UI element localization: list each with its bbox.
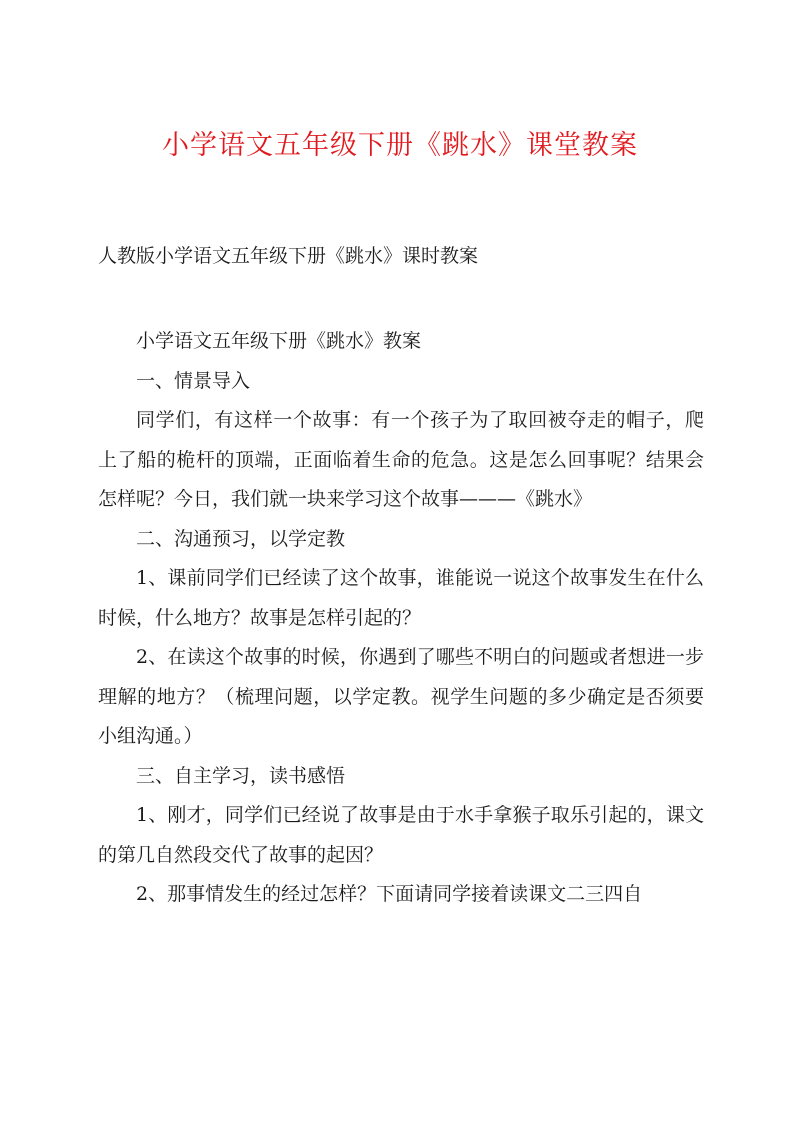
document-title: 小学语文五年级下册《跳水》课堂教案 bbox=[162, 130, 638, 161]
document-subtitle: 人教版小学语文五年级下册《跳水》课时教案 bbox=[98, 245, 479, 267]
paragraph-intro: 同学们，有这样一个故事：有一个孩子为了取回被夺走的帽子，爬上了船的桅杆的顶端，正面临着生命的危急。这是怎么回事呢？结果会怎样呢？今日，我们就一块来学习这个故事———《跳水》 bbox=[98, 409, 704, 510]
paragraph-lesson-heading: 小学语文五年级下册《跳水》教案 bbox=[136, 330, 422, 352]
paragraph-preview-2: 2、在读这个故事的时候，你遇到了哪些不明白的问题或者想进一步理解的地方？（梳理问题，以学定教。视学生问题的多少确定是否须要小组沟通。） bbox=[98, 646, 704, 747]
section-heading-selfstudy: 三、自主学习，读书感悟 bbox=[136, 764, 346, 787]
paragraph-selfstudy-2: 2、那事情发生的经过怎样？下面请同学接着读课文二三四自 bbox=[136, 883, 643, 905]
section-heading-intro: 一、情景导入 bbox=[136, 369, 251, 392]
paragraph-preview-1: 1、课前同学们已经读了这个故事，谁能说一说这个故事发生在什么时候，什么地方？故事是怎样引起的？ bbox=[98, 567, 704, 629]
section-heading-preview: 二、沟通预习，以学定教 bbox=[136, 527, 346, 550]
document-body bbox=[98, 322, 704, 915]
paragraph-selfstudy-1: 1、刚才，同学们已经说了故事是由于水手拿猴子取乐引起的，课文的第几自然段交代了故事的起因？ bbox=[98, 804, 704, 866]
